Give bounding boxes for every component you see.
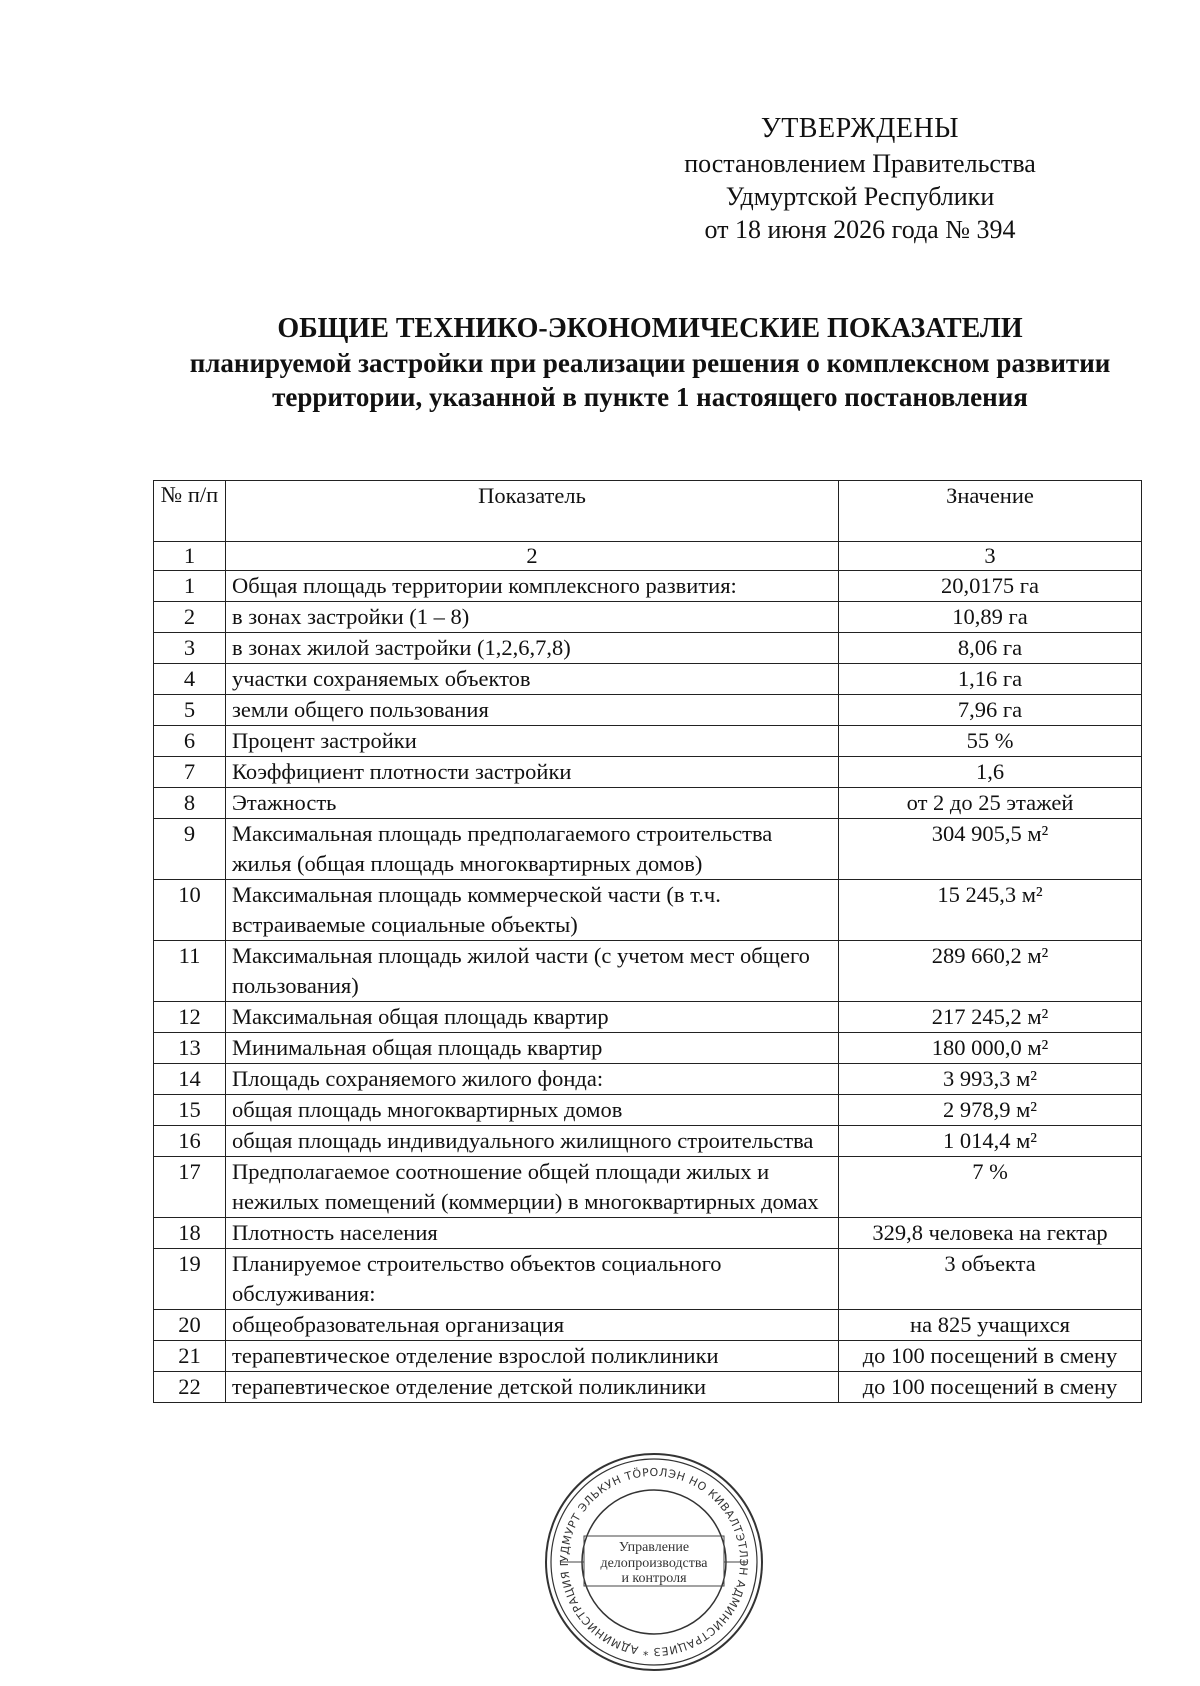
row-value: 180 000,0 м² [839,1033,1142,1064]
row-number: 3 [154,633,226,664]
row-indicator: Максимальная площадь предполагаемого строительства жилья (общая площадь многоквартирных домов) [226,819,839,880]
row-indicator: терапевтическое отделение детской поликлиники [226,1372,839,1403]
row-indicator: земли общего пользования [226,695,839,726]
row-indicator: участки сохраняемых объектов [226,664,839,695]
row-value: до 100 посещений в смену [839,1341,1142,1372]
column-number-3: 3 [839,542,1142,571]
row-number: 9 [154,819,226,880]
title-line-2: планируемой застройки при реализации решения о комплексном развитии [189,348,1111,378]
row-number: 8 [154,788,226,819]
row-number: 14 [154,1064,226,1095]
row-number: 21 [154,1341,226,1372]
table-row [154,1310,1142,1341]
table-row [154,1249,1142,1310]
approval-heading: УТВЕРЖДЕНЫ [760,113,960,144]
row-number: 19 [154,1249,226,1310]
row-indicator: Общая площадь территории комплексного развития: [226,571,839,602]
table-row [154,880,1142,941]
row-indicator: Процент застройки [226,726,839,757]
row-number: 11 [154,941,226,1002]
approval-line-republic: Удмуртской Республики [725,182,995,211]
column-number-1: 1 [154,542,226,571]
table-row [154,1157,1142,1218]
table-row [154,1002,1142,1033]
row-value: 304 905,5 м² [839,819,1142,880]
row-indicator: Максимальная общая площадь квартир [226,1002,839,1033]
row-value: 289 660,2 м² [839,941,1142,1002]
row-indicator: в зонах застройки (1 – 8) [226,602,839,633]
row-indicator: Этажность [226,788,839,819]
seal-center-line-2: делопроизводства [600,1556,708,1571]
row-value: 217 245,2 м² [839,1002,1142,1033]
table-row [154,1033,1142,1064]
row-value: 1,16 га [839,664,1142,695]
row-value: 55 % [839,726,1142,757]
table-row [154,757,1142,788]
row-number: 20 [154,1310,226,1341]
approval-block [640,112,1080,246]
table-row [154,941,1142,1002]
row-number: 12 [154,1002,226,1033]
row-number: 6 [154,726,226,757]
row-indicator: Предполагаемое соотношение общей площади жилых и нежилых помещений (коммерции) в многоквартирных домах [226,1157,839,1218]
seal-center-line-1: Управление [618,1540,690,1555]
row-indicator: Коэффициент плотности застройки [226,757,839,788]
row-value: 10,89 га [839,602,1142,633]
table-row [154,1218,1142,1249]
row-value: на 825 учащихся [839,1310,1142,1341]
header-value: Значение [839,481,1142,542]
table-row [154,571,1142,602]
row-value: 2 978,9 м² [839,1095,1142,1126]
table-row [154,664,1142,695]
row-value: 15 245,3 м² [839,880,1142,941]
row-number: 1 [154,571,226,602]
row-number: 10 [154,880,226,941]
row-number: 17 [154,1157,226,1218]
table-row [154,726,1142,757]
table-row [154,1126,1142,1157]
row-value: 7,96 га [839,695,1142,726]
row-value: 7 % [839,1157,1142,1218]
row-number: 15 [154,1095,226,1126]
row-value: 20,0175 га [839,571,1142,602]
row-indicator: Минимальная общая площадь квартир [226,1033,839,1064]
row-number: 2 [154,602,226,633]
row-indicator: Максимальная площадь коммерческой части (в т.ч. встраиваемые социальные объекты) [226,880,839,941]
column-number-row [154,542,1142,571]
row-indicator: общая площадь многоквартирных домов [226,1095,839,1126]
row-indicator: Максимальная площадь жилой части (с учетом мест общего пользования) [226,941,839,1002]
row-value: от 2 до 25 этажей [839,788,1142,819]
table-header-row [154,481,1142,542]
row-indicator: Планируемое строительство объектов социального обслуживания: [226,1249,839,1310]
row-indicator: Площадь сохраняемого жилого фонда: [226,1064,839,1095]
title-line-1: ОБЩИЕ ТЕХНИКО-ЭКОНОМИЧЕСКИЕ ПОКАЗАТЕЛИ [277,313,1023,344]
table-row [154,695,1142,726]
table-row [154,633,1142,664]
table-row [154,1095,1142,1126]
indicators-table [153,480,1142,1403]
header-number: № п/п [154,481,226,542]
official-seal [540,1448,768,1676]
column-number-2: 2 [226,542,839,571]
table-row [154,1341,1142,1372]
seal-center-line-3: и контроля [621,1571,687,1586]
title-line-3: территории, указанной в пункте 1 настоящего постановления [272,382,1028,412]
row-value: 1 014,4 м² [839,1126,1142,1157]
document-title [150,312,1150,414]
row-value: 3 объекта [839,1249,1142,1310]
seal-ring-text: УДМУРТ ЭЛЬКУН ТӦРОЛЭН НО КИВАЛТЭТЛЭН АДМИНИСТРАЦИЕЗ * АДМИНИСТРАЦИЯ Г [557,1465,751,1659]
row-value: 1,6 [839,757,1142,788]
row-indicator: в зонах жилой застройки (1,2,6,7,8) [226,633,839,664]
table-row [154,1064,1142,1095]
row-number: 18 [154,1218,226,1249]
approval-line-date: от 18 июня 2026 года № 394 [704,215,1016,244]
row-indicator: терапевтическое отделение взрослой поликлиники [226,1341,839,1372]
table-row [154,788,1142,819]
header-indicator: Показатель [226,481,839,542]
row-number: 13 [154,1033,226,1064]
row-number: 4 [154,664,226,695]
table-row [154,602,1142,633]
table-row [154,1372,1142,1403]
row-number: 7 [154,757,226,788]
row-value: 329,8 человека на гектар [839,1218,1142,1249]
approval-line-resolution: постановлением Правительства [684,149,1036,178]
row-value: до 100 посещений в смену [839,1372,1142,1403]
row-value: 3 993,3 м² [839,1064,1142,1095]
row-indicator: общеобразовательная организация [226,1310,839,1341]
row-indicator: общая площадь индивидуального жилищного строительства [226,1126,839,1157]
row-indicator: Плотность населения [226,1218,839,1249]
table-row [154,819,1142,880]
row-number: 16 [154,1126,226,1157]
row-number: 5 [154,695,226,726]
row-number: 22 [154,1372,226,1403]
row-value: 8,06 га [839,633,1142,664]
